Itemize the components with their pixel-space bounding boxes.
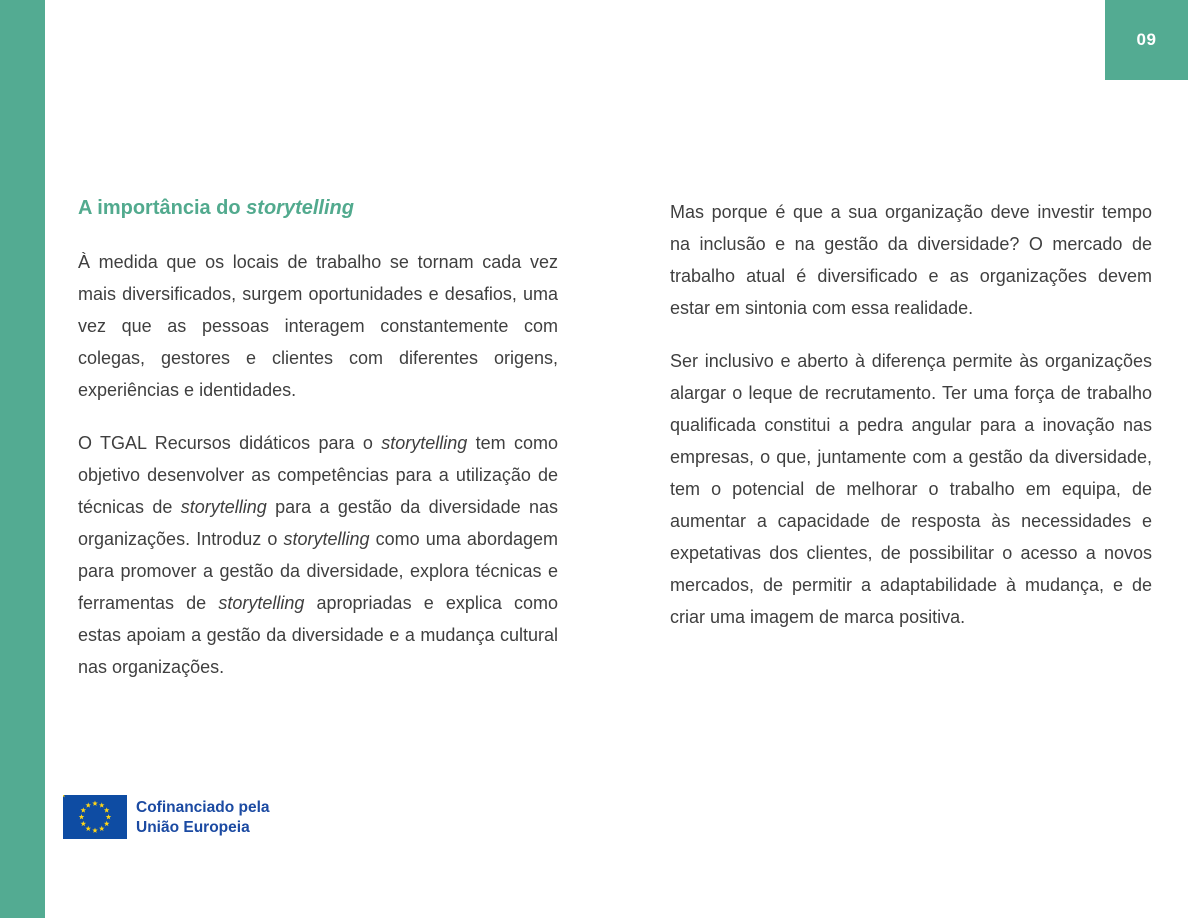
left-column-paragraphs [78,246,558,683]
text-run: tem como objetivo desenvolver as competências para a utilização de técnicas de [78,433,558,517]
eu-cofunding-line1: Cofinanciado pela [136,799,270,816]
section-heading [78,196,558,220]
eu-cofunding-line2: União Europeia [136,819,250,836]
left-text-column [78,196,558,683]
text-run: O TGAL Recursos didáticos para o [78,433,382,453]
eu-cofunding-logo [63,795,270,839]
page-number-text: 09 [1136,30,1157,49]
eu-cofunding-text [136,795,270,838]
left-accent-bar [0,0,45,918]
text-run: para a gestão da diversidade nas organizações. Introduz o [78,497,558,549]
text-run: A importância do [78,197,247,219]
italic-term: storytelling [246,197,354,219]
text-run: Ser inclusivo e aberto à diferença permite às organizações alargar o leque de recrutamento. Ter uma força de trabalho qualificada constitui a pedra angular para a inovação nas empresas, o que, juntamente com a gestão da diversidade, tem o potencial de melhorar o trabalho em equipa, de aumentar a capacidade de resposta às necessidades e expetativas dos clientes, de possibilitar o acesso a novos mercados, de permitir a adaptabilidade à mudança, e de criar uma imagem de marca positiva. [670,351,1152,627]
text-run: Mas porque é que a sua organização deve investir tempo na inclusão e na gestão da diversidade? O mercado de trabalho atual é diversificado e as organizações devem estar em sintonia com essa realidade. [670,202,1152,318]
italic-term: storytelling [180,497,267,517]
page-number-badge [1105,0,1188,80]
italic-term: storytelling [381,433,468,453]
right-text-column [670,196,1152,633]
paragraph [670,345,1152,633]
text-run: apropriadas e explica como estas apoiam a gestão da diversidade e a mudança cultural nas organizações. [78,593,559,677]
paragraph [78,246,558,406]
italic-term: storytelling [283,529,370,549]
italic-term: storytelling [218,593,305,613]
eu-flag-icon [63,795,127,839]
paragraph [670,196,1152,324]
paragraph [78,427,558,683]
text-run: como uma abordagem para promover a gestão da diversidade, explora técnicas e ferramentas de [78,529,558,613]
right-column-paragraphs [670,196,1152,633]
text-run: À medida que os locais de trabalho se tornam cada vez mais diversificados, surgem oportunidades e desafios, uma vez que as pessoas interagem constantemente com colegas, gestores e clientes com diferentes origens, experiências e identidades. [78,252,558,400]
